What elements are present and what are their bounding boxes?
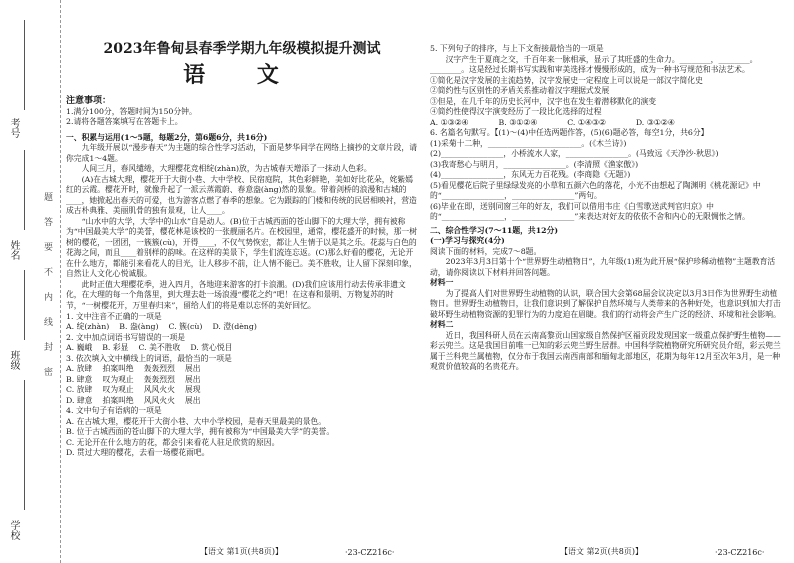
option-cell: D. 肆意 <box>66 395 93 405</box>
option: D. 澄(dèng) <box>212 322 257 332</box>
option-cell: 展现 <box>184 385 201 395</box>
sentence-item: ④简约性使得汉字演变经历了一段比化选择的过程 <box>430 107 602 117</box>
option: B. 位于古城西面的苍山脚下的大理大学，拥有被称为“中国最美大学”的美誉。 <box>66 427 335 437</box>
name-label: 姓名 <box>8 240 19 260</box>
option-cell: 拍案叫绝 <box>102 364 134 374</box>
seal-char: 线 <box>44 318 54 328</box>
subsection-heading: (一)学习与探究(4分) <box>430 236 505 246</box>
option: A. 在古城大理，樱花开于大街小巷、大中小学校园，是春天里最美的景色。 <box>66 416 327 426</box>
notice-heading: 注意事项： <box>66 95 112 106</box>
option: C. 无论开在什么地方的花，都会引来看花人驻足欣赏的原因。 <box>66 437 280 447</box>
option-cell: B. 肆意 <box>66 374 93 384</box>
option-cell: 轰轰烈烈 <box>143 374 175 384</box>
material-text: 近日，我国科研人员在云南高黎贡山国家级自然保护区福贡段发现国家一级重点保护野生植物——彩云兜兰。这是我国目前唯一已知的彩云兜兰野生居群。中国科学院植物研究所研究员介绍，彩云兜兰属于兰科兜兰属植物，仅分布于我国云南西南部和缅甸北部地区，花期为每年12月至次年3月，是一种观赏价值较高的名贵花卉。 <box>430 330 781 372</box>
question: 6. 名篇名句默写。【(1)～(4)中任选两题作答，(5)(6)题必答，每空1分，共6分】 <box>430 128 709 138</box>
seal-char: 要 <box>44 243 54 253</box>
fill-line: (6)毕业在即，送别同窗三年的好友，我们可以借用韦庄《白雪歌送武判官归京》中的“________________，________________”来表达对好友的依依不舍和内心的无限惆怅之情。 <box>430 201 750 222</box>
exam-no-line <box>24 20 25 110</box>
fill-line: (4)________________，东风无力百花残。(李商隐《无题》) <box>430 170 631 180</box>
option-cell: 轰轰烈烈 <box>143 364 175 374</box>
option: C. 美不胜收 <box>138 343 181 353</box>
option: D. ③①②④ <box>635 117 675 127</box>
subject-title: 语 文 <box>183 61 301 88</box>
option-cell: 叹为观止 <box>102 385 134 395</box>
sentence-item: ②简约性与区别性的矛盾关系推动着汉字理据式发展 <box>430 86 610 96</box>
option-cell: 展出 <box>184 364 201 374</box>
section-heading: 一、积累与运用(1～5题，每题2分，第6题6分，共16分) <box>66 132 268 142</box>
options-row <box>66 322 267 333</box>
option: C. 簇(cù) <box>168 322 203 332</box>
section-heading: 二、综合性学习(7～11题，共12分) <box>430 225 559 235</box>
option-cell: A. 放肆 <box>66 364 93 374</box>
seal-char: 不 <box>44 268 54 278</box>
option-cell: 展出 <box>184 374 201 384</box>
option: D. 贯过大理的樱花，去看一场樱花雨吧。 <box>66 448 210 458</box>
instruction: 阅读下面的材料，完成7～8题。 <box>430 246 542 256</box>
options-row <box>430 118 685 129</box>
options-row <box>66 343 242 354</box>
option-cell: 展出 <box>184 395 201 405</box>
exam-title: 2023年鲁甸县春季学期九年级模拟提升测试 <box>103 41 381 57</box>
passage-para: “山水中的大学，大学中的山水”自是动人。(B)位于古城西面的苍山脚下的大理大学，拥有被称为“中国最美大学”的美誉，樱花林是该校的一张靓丽名片。在校园里，通常，樱花盛开的时候，那一树树的樱花，一团团，一簇簇(cù)，开得____，不仅气势恢宏，都让人生情于以是其之乐。花蕊与白色的花海之间，而且____着别样的韵味。在这样的美景下，学生们流连忘返。(C)那么好看的樱花，无论开在什么地方，都能引来看花人的目光，让人移步不前，让人情不能已。美不胜收，让人留下深刻印象，自然让人文化心悦诚服。 <box>66 216 418 279</box>
page-footer-right: 【语文 第2页(共8页)】 <box>560 547 643 556</box>
material-title: 材料一 <box>430 278 454 288</box>
notice-item: 1.满分100分，答题时间为150分钟。 <box>66 106 197 116</box>
question: 4. 文中句子有语病的一项是 <box>66 406 162 416</box>
seal-char: 内 <box>44 293 54 303</box>
exam-no-label: 考号 <box>8 118 19 138</box>
passage-para: 此时正值大理樱花季，进入四月，各地迎来游客的打卡浪潮。(D)我们应该用行动去传承非遗文化，在大理的每一个角落里，到大理去赴一场浪漫“樱花之约”吧！在这春和景明、万物复苏的时节，“一树樱花开，万里春归来”，留给人们的将是难以忘怀的美好回忆。 <box>66 279 406 310</box>
background-text: 2023年3月3日第十个“世界野生动植物日”，九年级(1)班为此开展“保护珍稀动植物”主题教育活动，请你阅读以下材料并回答问题。 <box>430 257 776 277</box>
class-label: 班级 <box>8 350 19 370</box>
option: B. ③①②④ <box>498 117 538 127</box>
intro-text: 九年级开展以“漫步春天”为主题的综合性学习活动，下面是梦华同学在网络上摘抄的文章片段，请你完成1～4题。 <box>66 143 418 163</box>
question: 1. 文中注音不正确的一项是 <box>66 311 162 321</box>
sentence-item: ①简化是汉字发展的主流趋势，汉字发展史一定程度上可以说是一部汉字简化史 <box>430 75 703 85</box>
question: 5. 下列句子的排序，与上下文衔接最恰当的一项是 <box>430 44 604 53</box>
fill-line: (2)________________，小桥流水人家，________________。(马致远《天净沙·秋思》) <box>430 149 719 159</box>
option: B. 盎(àng) <box>119 322 159 332</box>
right-column <box>430 0 782 563</box>
material-text: 为了提高人们对世界野生动植物的认识，联合国大会第68届会议决定以3月3日作为世界野生动植物日。世界野生动植物日，让我们意识到了解保护自然环境与人类带来的各种好处，也意识到加大打击破坏野生动植物资源的犯罪行为的力度迫在眉睫。我们的行动将会产生广泛的经济、环境和社会影响。 <box>430 288 781 319</box>
seal-char: 密 <box>44 368 54 378</box>
fill-line: (5)看见樱花后院子里绿绿发亮的小草和五颜六色的落花，小光不由想起了陶渊明《桃花源记》中的“________________，________________”两句。 <box>430 180 761 201</box>
option-cell: C. 放肆 <box>66 385 93 395</box>
option: A. ①③②④ <box>430 117 469 127</box>
option-cell: 风风火火 <box>143 385 175 395</box>
passage-para: 人间三月，春风缱绻，大理樱花竞相绽(zhàn)放，为古城春天增添了一抹动人色彩。 <box>81 164 372 174</box>
class-line <box>24 270 25 340</box>
seal-char: 题 <box>44 193 54 203</box>
fill-line: (1)采菊十二种，________________________。(《木兰诗》) <box>430 138 627 148</box>
option: A. 绽(zhàn) <box>66 322 110 332</box>
option-cell: 风风火火 <box>143 395 175 405</box>
material-title: 材料二 <box>430 320 454 330</box>
option-cell: 叹为观止 <box>102 374 134 384</box>
option: C. ①④③② <box>567 117 606 127</box>
school-line <box>24 380 25 510</box>
name-line <box>24 150 25 230</box>
seal-char: 封 <box>44 343 54 353</box>
school-label: 学校 <box>8 520 19 540</box>
question: 2. 文中加点词语书写错误的一项是 <box>66 332 186 342</box>
passage-para: (A)在古城大理，樱花开于大街小巷、大中学校、民宿庭院，其色彩鲜艳，美如好比花朵，姹紫嫣红的云霞。樱花开时，就像升起了一派云蒸霞蔚、春意盎(àng)然的景象。带着剑桥的浪漫和古城的____，她掀起出春天的可爱，也为游客点燃了春季的想象。它为跟踪的门楼和传统的民居相映衬，营造成古朴典雅、美丽肌骨的独有景观，让人____。 <box>66 174 417 216</box>
fill-line: (3)我寄愁心与明月，________________。(李清照《渔家傲》) <box>430 159 639 169</box>
page-footer-left: 【语文 第1页(共8页)】 <box>200 547 283 556</box>
option: A. 巍峨 <box>66 343 93 353</box>
options-table <box>66 364 211 406</box>
page-code-right: ·23-CZ216c· <box>715 548 765 557</box>
option: B. 彩显 <box>102 343 129 353</box>
page-code-left: ·23-CZ216c· <box>345 548 395 557</box>
seal-char: 答 <box>44 218 54 228</box>
binding-strip <box>0 0 61 563</box>
question-text: 汉字产生于夏商之交，千百年来一脉相承，显示了其旺盛的生命力。________，________。________。这是经过长期书写实践和审美选择才慢慢形成的，成为一种书写规范和书法艺术。 <box>430 54 758 75</box>
option-cell: 拍案叫绝 <box>102 395 134 405</box>
question: 3. 依次填入文中横线上的词语，最恰当的一项是 <box>66 353 232 363</box>
notice-item: 2.请将各题答案填写在答题卡上。 <box>66 117 183 127</box>
left-column <box>66 0 418 563</box>
option: D. 赏心悦目 <box>190 343 233 353</box>
sentence-item: ③但是，在几千年的历史长河中，汉字也在发生着潜移默化的演变 <box>430 96 657 106</box>
